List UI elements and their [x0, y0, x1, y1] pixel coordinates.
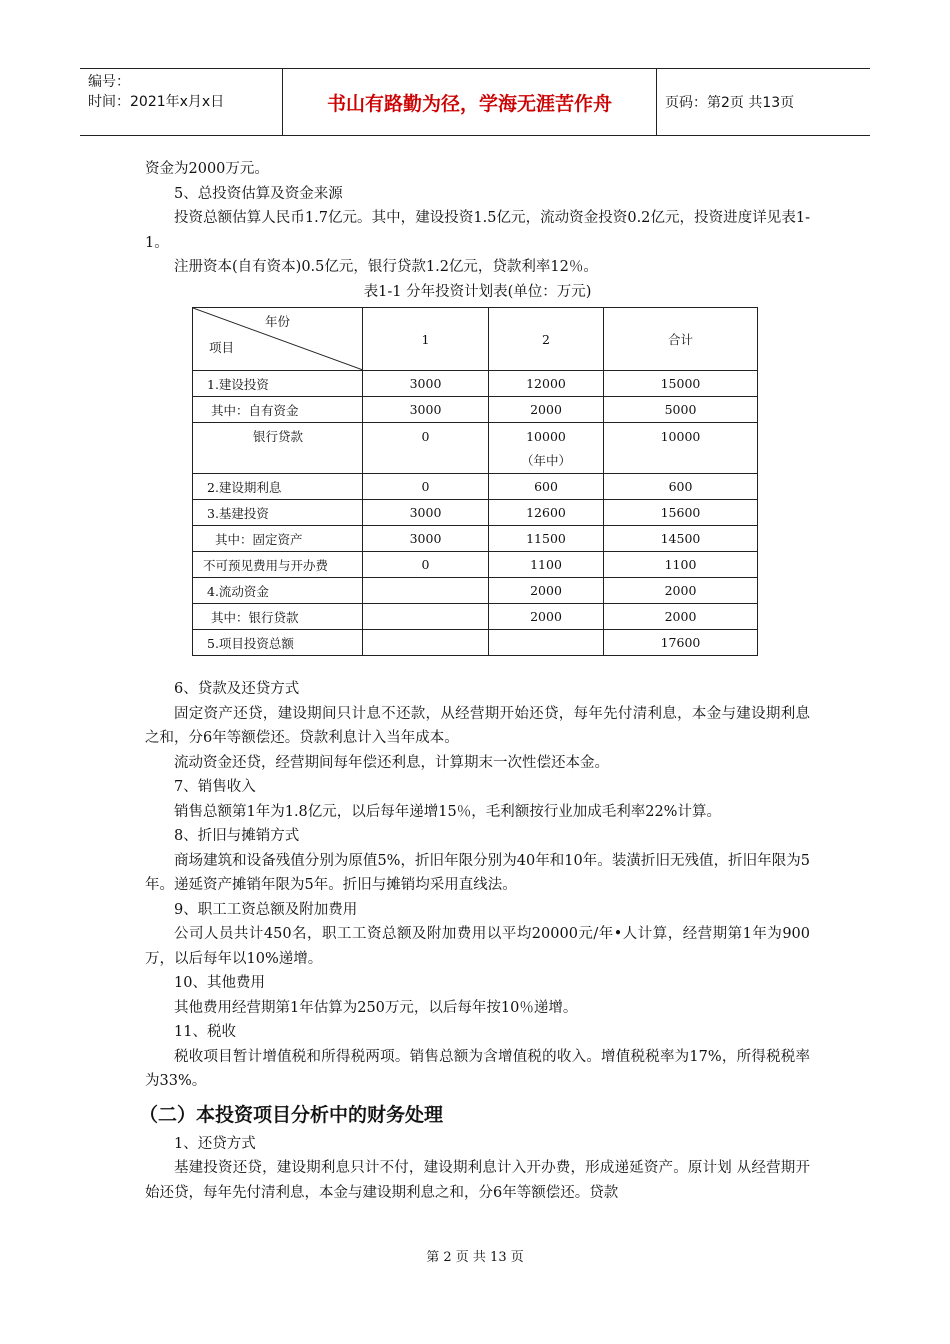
- table-header-row: [193, 308, 758, 371]
- paragraph: 投资总额估算人民币1.7亿元。其中，建设投资1.5亿元，流动资金投资0.2亿元，投资进度详见表1-1。: [145, 210, 810, 251]
- table-row: [193, 526, 758, 552]
- subheading: 6、贷款及还贷方式: [174, 681, 300, 697]
- subheading: 11、税收: [174, 1024, 236, 1040]
- row-year1-cell: 0: [363, 423, 489, 474]
- table-header-cell: 2: [489, 308, 604, 371]
- corner-item-label: 项目: [209, 340, 235, 355]
- row-total-cell: 2000: [604, 578, 758, 604]
- row-total-cell: 15600: [604, 500, 758, 526]
- row-total-cell: 1100: [604, 552, 758, 578]
- header-page-info: 页码：第2页 共13页: [665, 95, 795, 111]
- paragraph: 税收项目暂计增值税和所得税两项。销售总额为含增值税的收入。增值税税率为17%，所得税税率为33%。: [145, 1048, 810, 1089]
- paragraph: 商场建筑和设备残值分别为原值5%，折旧年限分别为40年和10年。装潢折旧无残值，折旧年限为5年。递延资产摊销年限为5年。折旧与摊销均采用直线法。: [145, 852, 810, 893]
- row-item-cell: 其中：自有资金: [193, 397, 363, 423]
- row-total-cell: 5000: [604, 397, 758, 423]
- table-header-cell: 合计: [604, 308, 758, 371]
- paragraph: 销售总额第1年为1.8亿元，以后每年递增15％，毛利额按行业加成毛利率22%计算。: [174, 803, 721, 820]
- table-row: [193, 397, 758, 423]
- table-caption: 表1-1 分年投资计划表(单位：万元): [363, 283, 592, 300]
- row-year1-cell: 3000: [363, 371, 489, 397]
- table-row: [193, 371, 758, 397]
- row-year2-cell: 12600: [489, 500, 604, 526]
- row-year2-cell: 11500: [489, 526, 604, 552]
- table-corner-cell: [193, 308, 363, 371]
- page-footer: 第 2 页 共 13 页: [426, 1250, 524, 1265]
- document-body: [145, 157, 810, 304]
- paragraph: 固定资产还贷，建设期间只计息不还款，从经营期开始还贷，每年先付清利息，本金与建设期利息之和，分6年等额偿还。贷款利息计入当年成本。: [145, 705, 810, 746]
- subheading: 8、折旧与摊销方式: [174, 828, 300, 844]
- page-header: [80, 68, 870, 136]
- table-row: [193, 423, 758, 474]
- table-row: [193, 604, 758, 630]
- subheading: 1、还贷方式: [174, 1135, 256, 1152]
- section-title: （二）本投资项目分析中的财务处理: [139, 1103, 444, 1126]
- row-year2-cell: 10000（年中）: [489, 423, 604, 474]
- row-year2-cell: 1100: [489, 552, 604, 578]
- row-year2-cell: 600: [489, 474, 604, 500]
- row-year1-cell: 3000: [363, 397, 489, 423]
- row-total-cell: 2000: [604, 604, 758, 630]
- row-total-cell: 10000: [604, 423, 758, 474]
- subheading: 9、职工工资总额及附加费用: [174, 901, 358, 918]
- row-item-cell: 3.基建投资: [193, 500, 363, 526]
- row-total-cell: 15000: [604, 371, 758, 397]
- row-year1-cell: 3000: [363, 500, 489, 526]
- row-total-cell: 600: [604, 474, 758, 500]
- row-year1-cell: 0: [363, 474, 489, 500]
- investment-plan-table: [192, 307, 758, 656]
- row-item-cell: 4.流动资金: [193, 578, 363, 604]
- table-row: [193, 474, 758, 500]
- table-row: [193, 552, 758, 578]
- row-year2-cell: 2000: [489, 578, 604, 604]
- investment-table-wrap: [192, 307, 758, 656]
- paragraph: 基建投资还贷，建设期利息只计不付，建设期利息计入开办费，形成递延资产。原计划 从经营期开始还贷，每年先付清利息，本金与建设期利息之和，分6年等额偿还。贷款: [145, 1160, 810, 1201]
- row-total-cell: 17600: [604, 630, 758, 656]
- document-body-continued: [139, 677, 810, 1205]
- row-item-cell: 5.项目投资总额: [193, 630, 363, 656]
- row-item-cell: 2.建设期利息: [193, 474, 363, 500]
- row-year2-cell: [489, 630, 604, 656]
- header-meta: [80, 69, 282, 135]
- row-year1-cell: [363, 604, 489, 630]
- table-header-cell: 1: [363, 308, 489, 371]
- row-item-cell: 其中：固定资产: [193, 526, 363, 552]
- row-item-cell: 1.建设投资: [193, 371, 363, 397]
- subheading: 7、销售收入: [174, 779, 256, 795]
- doc-time-label: 时间：2021年x月x日: [88, 94, 225, 110]
- table-row: [193, 578, 758, 604]
- paragraph: 资金为2000万元。: [145, 161, 269, 177]
- row-year2-cell: 2000: [489, 397, 604, 423]
- subheading: 5、总投资估算及资金来源: [174, 185, 343, 202]
- corner-year-label: 年份: [265, 314, 291, 329]
- subheading: 10、其他费用: [174, 975, 265, 991]
- paragraph: 其他费用经营期第1年估算为250万元，以后每年按10％递增。: [174, 999, 578, 1016]
- table-row: [193, 500, 758, 526]
- row-year1-cell: [363, 578, 489, 604]
- row-total-cell: 14500: [604, 526, 758, 552]
- row-year2-cell: 2000: [489, 604, 604, 630]
- row-item-cell: 其中：银行贷款: [193, 604, 363, 630]
- table-row: [193, 630, 758, 656]
- row-year2-cell: 12000: [489, 371, 604, 397]
- row-year1-cell: 3000: [363, 526, 489, 552]
- row-year1-cell: 0: [363, 552, 489, 578]
- paragraph: 流动资金还贷，经营期间每年偿还利息，计算期末一次性偿还本金。: [174, 754, 609, 771]
- row-year1-cell: [363, 630, 489, 656]
- paragraph: 注册资本(自有资本)0.5亿元，银行贷款1.2亿元，贷款利率12％。: [174, 259, 598, 275]
- paragraph: 公司人员共计450名，职工工资总额及附加费用以平均20000元/年•人计算，经营期第1年为900万，以后每年以10%递增。: [145, 926, 810, 967]
- doc-code-label: 编号：: [88, 74, 130, 90]
- row-item-cell: 不可预见费用与开办费: [193, 552, 363, 578]
- header-motto: 书山有路勤为径，学海无涯苦作舟: [282, 69, 657, 135]
- row-item-cell: 银行贷款: [193, 423, 363, 474]
